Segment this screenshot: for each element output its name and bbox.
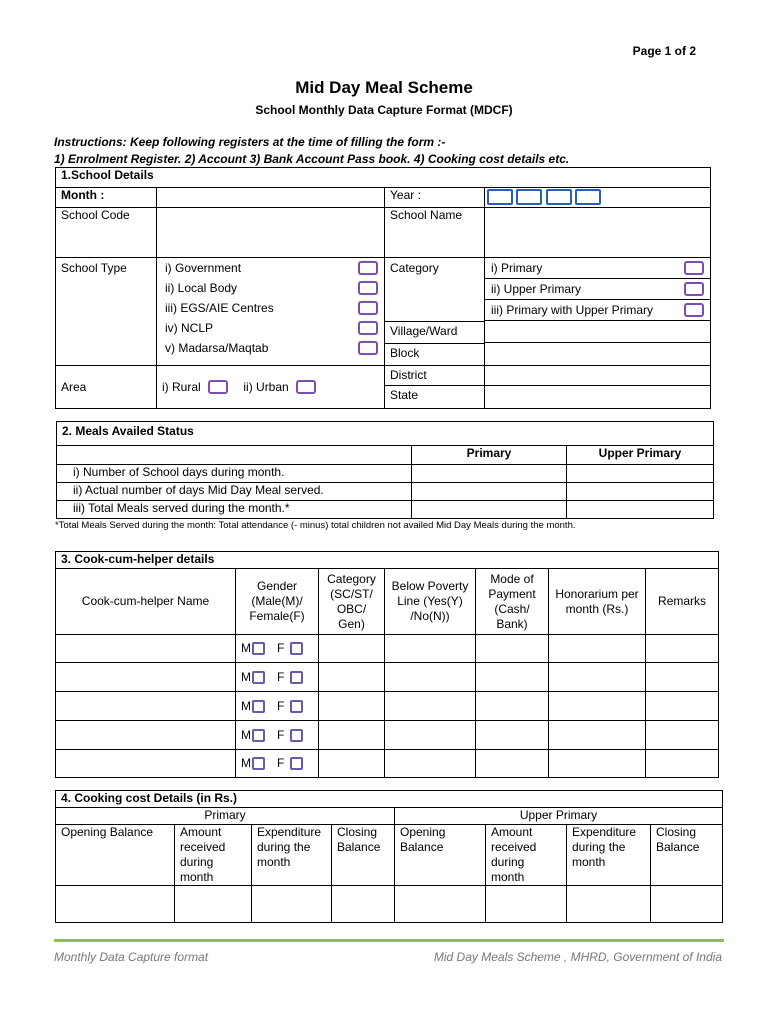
- page-number: Page 1 of 2: [632, 44, 696, 58]
- helper-name-cell[interactable]: [56, 635, 236, 663]
- block-label: Block: [385, 343, 484, 365]
- honorarium-cell[interactable]: [549, 721, 646, 750]
- m-label: M: [241, 698, 251, 713]
- honorarium-cell[interactable]: [549, 635, 646, 663]
- year-digit-box[interactable]: [487, 189, 513, 205]
- page-title: Mid Day Meal Scheme: [295, 78, 473, 97]
- col-honorarium: Honorarium per month (Rs.): [549, 569, 646, 635]
- payment-cell[interactable]: [476, 721, 549, 750]
- year-digit-box[interactable]: [575, 189, 601, 205]
- upper-amount-received-cell[interactable]: [486, 886, 567, 923]
- school-type-nclp[interactable]: [165, 318, 378, 338]
- primary-closing-balance-header: Closing Balance: [332, 825, 395, 886]
- f-checkbox[interactable]: [290, 642, 303, 655]
- m-checkbox[interactable]: [252, 757, 265, 770]
- total-meals-upper[interactable]: [567, 501, 714, 519]
- village-label: Village/Ward: [385, 321, 484, 343]
- upper-expenditure-cell[interactable]: [567, 886, 651, 923]
- m-checkbox[interactable]: [252, 671, 265, 684]
- checkbox[interactable]: [684, 303, 704, 317]
- section2-blank-header: [57, 446, 412, 465]
- m-label: M: [241, 756, 251, 770]
- table-row: [56, 886, 723, 923]
- checkbox[interactable]: [358, 261, 378, 275]
- remarks-cell[interactable]: [646, 750, 719, 778]
- table-row: [56, 663, 719, 692]
- f-checkbox[interactable]: [290, 729, 303, 742]
- honorarium-cell[interactable]: [549, 750, 646, 778]
- remarks-cell[interactable]: [646, 721, 719, 750]
- cook-helper-table: [55, 551, 719, 778]
- gender-cell: [236, 721, 319, 750]
- option-label: iii) Primary with Upper Primary: [491, 302, 654, 317]
- checkbox[interactable]: [358, 301, 378, 315]
- m-checkbox[interactable]: [252, 729, 265, 742]
- gender-cell: [236, 750, 319, 778]
- m-checkbox[interactable]: [252, 642, 265, 655]
- year-digit-box[interactable]: [546, 189, 572, 205]
- mdm-days-upper[interactable]: [567, 483, 714, 501]
- table-row: [56, 750, 719, 778]
- section3-heading: 3. Cook-cum-helper details: [56, 552, 719, 569]
- district-state-labels: [385, 366, 485, 409]
- month-field[interactable]: [157, 188, 385, 208]
- school-type-egs-aie[interactable]: [165, 298, 378, 318]
- table-row: [56, 721, 719, 750]
- primary-amount-received-cell[interactable]: [175, 886, 252, 923]
- option-label: iv) NCLP: [165, 320, 214, 335]
- primary-closing-balance-cell[interactable]: [332, 886, 395, 923]
- state-field[interactable]: [485, 386, 710, 407]
- gender-cell: [236, 663, 319, 692]
- helper-name-cell[interactable]: [56, 692, 236, 721]
- footer-right-text: Mid Day Meals Scheme , MHRD, Government of India: [433, 950, 722, 964]
- payment-cell[interactable]: [476, 635, 549, 663]
- district-label: District: [385, 366, 484, 386]
- m-label: M: [241, 727, 251, 742]
- bpl-cell[interactable]: [385, 635, 476, 663]
- year-field[interactable]: [485, 188, 711, 208]
- checkbox[interactable]: [358, 321, 378, 335]
- primary-amount-received-header: Amount received during month: [175, 825, 252, 886]
- footer-rule: [54, 939, 724, 942]
- f-label: F: [277, 727, 285, 742]
- helper-name-cell[interactable]: [56, 750, 236, 778]
- checkbox[interactable]: [684, 261, 704, 275]
- school-days-primary[interactable]: [412, 465, 567, 483]
- school-code-label: School Code: [56, 208, 157, 258]
- school-days-upper[interactable]: [567, 465, 714, 483]
- m-label: M: [241, 641, 251, 655]
- block-field[interactable]: [485, 343, 710, 364]
- remarks-cell[interactable]: [646, 663, 719, 692]
- school-type-label: School Type: [56, 258, 157, 366]
- footer-left-text: Monthly Data Capture format: [54, 950, 209, 964]
- mdm-days-row-label: ii) Actual number of days Mid Day Meal served.: [57, 483, 412, 501]
- bpl-cell[interactable]: [385, 750, 476, 778]
- col-category: Category (SC/ST/ OBC/ Gen): [319, 569, 385, 635]
- checkbox[interactable]: [358, 281, 378, 295]
- total-meals-row-label: iii) Total Meals served during the month.*: [57, 501, 412, 519]
- f-label: F: [277, 698, 285, 713]
- option-label: i) Government: [165, 260, 242, 275]
- gender-cell: [236, 692, 319, 721]
- primary-expenditure-cell[interactable]: [252, 886, 332, 923]
- f-label: F: [277, 756, 285, 770]
- honorarium-cell[interactable]: [549, 692, 646, 721]
- m-checkbox[interactable]: [252, 700, 265, 713]
- table-row: [56, 635, 719, 663]
- f-checkbox[interactable]: [290, 700, 303, 713]
- category-cell[interactable]: [319, 750, 385, 778]
- option-label: v) Madarsa/Maqtab: [165, 340, 269, 355]
- school-name-label: School Name: [385, 208, 485, 258]
- category-primary[interactable]: [485, 258, 710, 279]
- upper-opening-balance-cell[interactable]: [395, 886, 486, 923]
- primary-expenditure-header: Expenditure during the month: [252, 825, 332, 886]
- school-details-table: [55, 167, 711, 409]
- instructions-line-2: 1) Enrolment Register. 2) Account 3) Bank Account Pass book. 4) Cooking cost details etc.: [54, 152, 570, 166]
- upper-amount-received-header: Amount received during month: [486, 825, 567, 886]
- section4-primary-header: Primary: [56, 808, 395, 825]
- section1-heading: 1.School Details: [56, 168, 711, 188]
- cooking-cost-table: [55, 790, 723, 923]
- remarks-cell[interactable]: [646, 635, 719, 663]
- district-state-fields: [485, 366, 711, 409]
- mdm-days-primary[interactable]: [412, 483, 567, 501]
- category-label: Category: [390, 261, 439, 275]
- helper-name-cell[interactable]: [56, 663, 236, 692]
- school-code-field[interactable]: [157, 208, 385, 258]
- school-type-local-body[interactable]: [165, 278, 378, 298]
- meals-availed-table: [56, 421, 714, 519]
- category-village-block-labels: [385, 258, 485, 366]
- year-label: Year :: [385, 188, 485, 208]
- payment-cell[interactable]: [476, 750, 549, 778]
- helper-name-cell[interactable]: [56, 721, 236, 750]
- category-cell[interactable]: [319, 721, 385, 750]
- area-label: Area: [56, 366, 157, 409]
- f-checkbox[interactable]: [290, 757, 303, 770]
- f-label: F: [277, 641, 285, 655]
- upper-closing-balance-cell[interactable]: [651, 886, 723, 923]
- col-payment-mode: Mode of Payment (Cash/ Bank): [476, 569, 549, 635]
- total-meals-note: *Total Meals Served during the month: Total attendance (- minus) total children not availed Mid Day Meals during the month.: [55, 520, 576, 531]
- village-field[interactable]: [485, 321, 710, 343]
- f-checkbox[interactable]: [290, 671, 303, 684]
- area-options: [157, 366, 385, 409]
- option-label: iii) EGS/AIE Centres: [165, 300, 274, 315]
- bpl-cell[interactable]: [385, 721, 476, 750]
- option-label: ii) Local Body: [165, 280, 238, 295]
- table-row: [56, 692, 719, 721]
- school-type-options: [157, 258, 385, 366]
- upper-opening-balance-header: Opening Balance: [395, 825, 486, 886]
- school-name-field[interactable]: [485, 208, 711, 258]
- page-subtitle: School Monthly Data Capture Format (MDCF): [255, 103, 513, 117]
- category-cell[interactable]: [319, 635, 385, 663]
- month-label: Month :: [56, 188, 157, 208]
- area-urban-checkbox[interactable]: [296, 380, 316, 394]
- year-digit-box[interactable]: [516, 189, 542, 205]
- checkbox[interactable]: [358, 341, 378, 355]
- section4-heading: 4. Cooking cost Details (in Rs.): [56, 791, 723, 808]
- payment-cell[interactable]: [476, 663, 549, 692]
- option-label: i) Primary: [491, 260, 543, 275]
- col-upper-primary: Upper Primary: [567, 446, 714, 465]
- district-field[interactable]: [485, 366, 710, 386]
- bpl-cell[interactable]: [385, 692, 476, 721]
- honorarium-cell[interactable]: [549, 663, 646, 692]
- upper-expenditure-header: Expenditure during the month: [567, 825, 651, 886]
- section2-heading: 2. Meals Availed Status: [57, 422, 714, 446]
- area-rural-label: i) Rural: [162, 379, 201, 394]
- primary-opening-balance-cell[interactable]: [56, 886, 175, 923]
- school-type-government[interactable]: [165, 258, 378, 278]
- f-label: F: [277, 669, 285, 684]
- col-gender: Gender (Male(M)/ Female(F): [236, 569, 319, 635]
- col-bpl: Below Poverty Line (Yes(Y) /No(N)): [385, 569, 476, 635]
- section4-upper-header: Upper Primary: [395, 808, 723, 825]
- category-cell[interactable]: [319, 692, 385, 721]
- total-meals-primary[interactable]: [412, 501, 567, 519]
- category-primary-with-upper[interactable]: [485, 300, 710, 321]
- bpl-cell[interactable]: [385, 663, 476, 692]
- upper-closing-balance-header: Closing Balance: [651, 825, 723, 886]
- instructions-line-1: Instructions: Keep following registers at the time of filling the form :-: [54, 135, 446, 149]
- primary-opening-balance-header: Opening Balance: [56, 825, 175, 886]
- state-label: State: [390, 388, 419, 402]
- category-upper-primary[interactable]: [485, 279, 710, 300]
- school-days-row-label: i) Number of School days during month.: [57, 465, 412, 483]
- m-label: M: [241, 669, 251, 684]
- col-remarks: Remarks: [646, 569, 719, 635]
- area-urban-label: ii) Urban: [243, 379, 289, 394]
- gender-cell: [236, 635, 319, 663]
- school-type-madarsa[interactable]: [165, 338, 378, 358]
- checkbox[interactable]: [684, 282, 704, 296]
- payment-cell[interactable]: [476, 692, 549, 721]
- area-rural-checkbox[interactable]: [208, 380, 228, 394]
- option-label: ii) Upper Primary: [491, 281, 582, 296]
- category-cell[interactable]: [319, 663, 385, 692]
- category-village-block-fields: [485, 258, 711, 366]
- col-primary: Primary: [412, 446, 567, 465]
- remarks-cell[interactable]: [646, 692, 719, 721]
- col-helper-name: Cook-cum-helper Name: [56, 569, 236, 635]
